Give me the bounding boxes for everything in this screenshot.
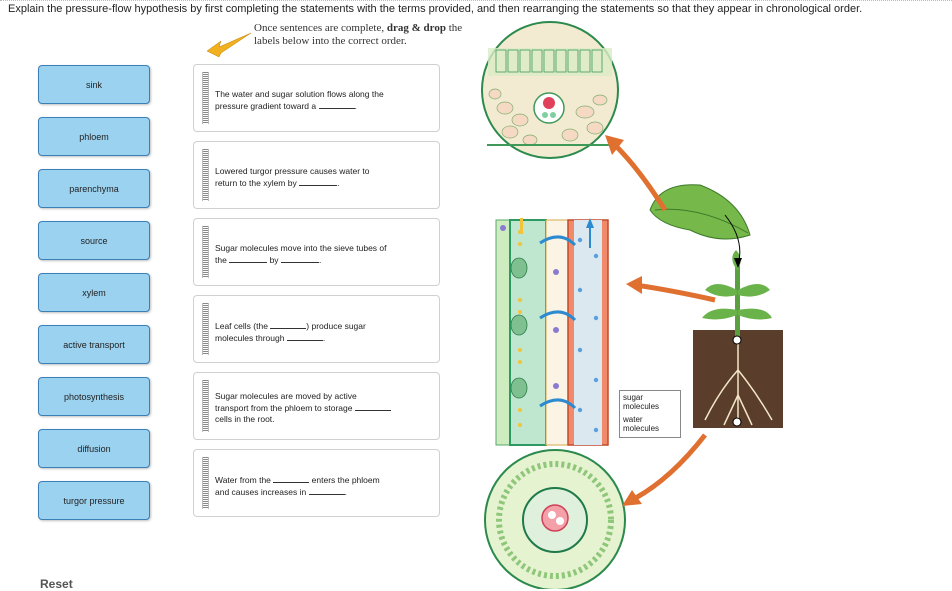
hint-suffix: the	[448, 22, 463, 34]
pressure-flow-diagram	[470, 20, 952, 589]
statement-6[interactable]: Water from the enters the phloem and causes increases in .	[193, 449, 440, 517]
legend-water-label: water molecules	[623, 415, 660, 433]
statement-6-line1b: enters the phloem	[311, 475, 380, 485]
label-xylem[interactable]: xylem	[38, 273, 150, 312]
legend-sugar-label: sugar molecules	[623, 393, 660, 411]
label-parenchyma[interactable]: parenchyma	[38, 169, 150, 208]
blank-drop-zone[interactable]	[273, 474, 309, 483]
leaf-cross-section-illustration	[482, 22, 618, 158]
statement-6-line1a: Water from the	[215, 475, 271, 485]
drag-drop-hint	[254, 22, 462, 48]
blank-drop-zone[interactable]	[299, 177, 337, 186]
label-active-transport[interactable]: active transport	[38, 325, 150, 364]
statement-1[interactable]: The water and sugar solution flows along the pressure gradient toward a .	[193, 64, 440, 132]
statement-2-line2: return to the xylem by	[215, 178, 297, 188]
vessel-illustration	[496, 218, 608, 445]
label-photosynthesis[interactable]: photosynthesis	[38, 377, 150, 416]
drag-handle-icon[interactable]	[202, 72, 209, 124]
statement-4-line1a: Leaf cells (the	[215, 321, 268, 331]
blank-drop-zone[interactable]	[309, 486, 345, 495]
drag-handle-icon[interactable]	[202, 149, 209, 201]
reset-button[interactable]: Reset	[40, 577, 73, 591]
statement-5-line1: Sugar molecules are moved by active	[215, 391, 357, 401]
drag-handle-icon[interactable]	[202, 303, 209, 355]
drag-handle-icon[interactable]	[202, 457, 209, 509]
statement-5-line2: transport from the phloem to storage	[215, 403, 353, 413]
statement-1-line2: pressure gradient toward a	[215, 101, 317, 111]
blank-drop-zone[interactable]	[270, 320, 306, 329]
drag-handle-icon[interactable]	[202, 226, 209, 278]
statement-4-line2: molecules through	[215, 333, 285, 343]
hint-bold: drag & drop	[386, 22, 446, 34]
label-turgor-pressure[interactable]: turgor pressure	[38, 481, 150, 520]
root-cross-section-illustration	[485, 450, 625, 589]
hint-prefix: Once sentences are complete,	[254, 22, 385, 34]
hint-arrow-icon	[207, 29, 253, 57]
statement-3-line1: Sugar molecules move into the sieve tubes of	[215, 243, 387, 253]
statement-1-line1: The water and sugar solution flows along the	[215, 89, 384, 99]
top-divider	[0, 0, 952, 1]
blank-drop-zone[interactable]	[229, 254, 267, 263]
instructions: Explain the pressure-flow hypothesis by first completing the statements with the terms provided, and then rearranging the statements so that they appear in chronological order.	[8, 3, 863, 15]
blank-drop-zone[interactable]	[319, 100, 355, 109]
legend	[619, 390, 681, 438]
statement-5[interactable]	[193, 372, 440, 440]
hint-line2: labels below into the correct order.	[254, 35, 407, 47]
statement-4-line1b: ) produce sugar	[306, 321, 366, 331]
label-sink[interactable]: sink	[38, 65, 150, 104]
statement-3[interactable]: Sugar molecules move into the sieve tubes of the by .	[193, 218, 440, 286]
blank-drop-zone[interactable]	[281, 254, 319, 263]
statement-4[interactable]: Leaf cells (the ) produce sugar molecules through .	[193, 295, 440, 363]
statement-3-line2b: by	[269, 255, 279, 265]
drag-handle-icon[interactable]	[202, 380, 209, 432]
label-diffusion[interactable]: diffusion	[38, 429, 150, 468]
blank-drop-zone[interactable]	[287, 332, 323, 341]
label-source[interactable]: source	[38, 221, 150, 260]
blank-drop-zone[interactable]	[355, 402, 391, 411]
statement-2[interactable]: Lowered turgor pressure causes water to return to the xylem by .	[193, 141, 440, 209]
statement-3-line2a: the	[215, 255, 227, 265]
label-phloem[interactable]: phloem	[38, 117, 150, 156]
statement-6-line2: and causes increases in	[215, 487, 307, 497]
statement-5-line3: cells in the root.	[215, 414, 275, 424]
statement-2-line1: Lowered turgor pressure causes water to	[215, 166, 370, 176]
